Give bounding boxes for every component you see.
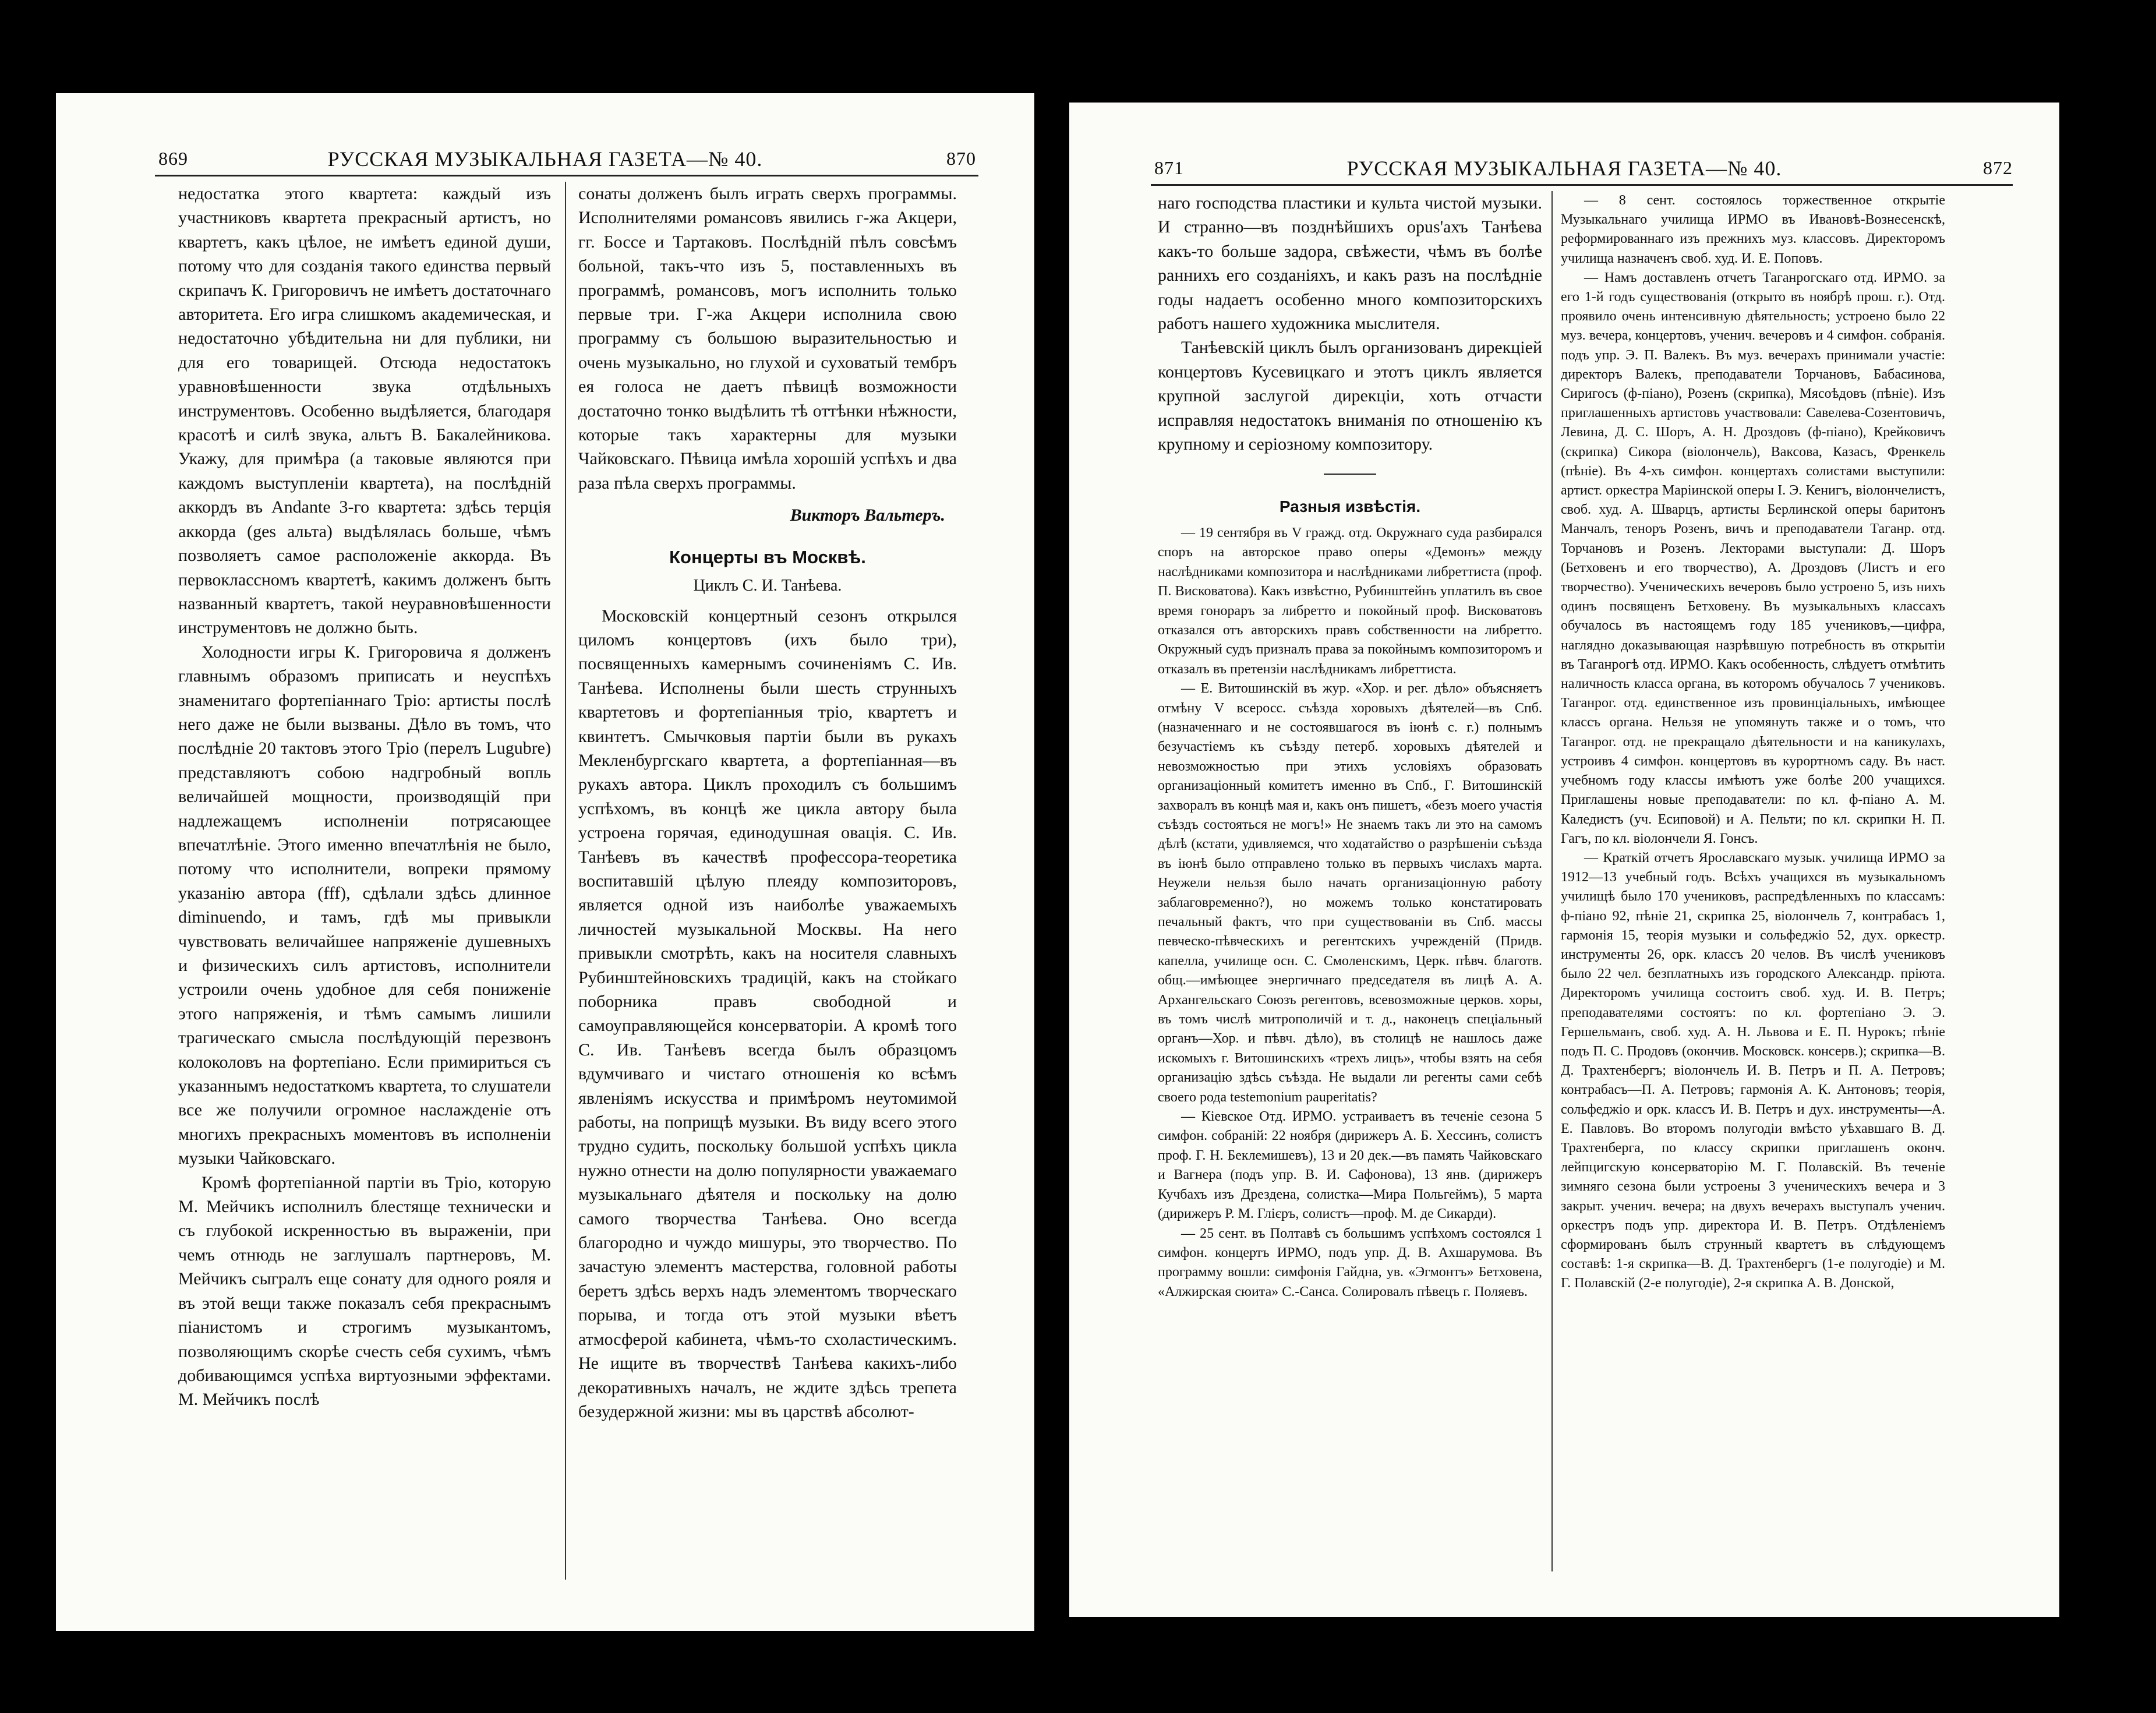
column-rule [565,182,566,1580]
page-header [56,143,1034,178]
news-items [1158,524,1542,1302]
news-item: — Краткій отчетъ Ярославскаго музык. училища ИРМО за 1912—13 учебный годъ. Всѣхъ учащихся въ музыкальномъ училищѣ было 170 учениковъ, распредѣленныхъ по классамъ: ф-піано 92, пѣніе 21, скрипка 25, віолончель 7, контрабасъ 1, гармонія 15, теорія музыки и сольфеджіо 52, дух. оркестр. инструменты 26, орк. классъ 20 челов. Въ числѣ учениковъ было 22 чел. безплатныхъ изъ городского Александр. пріюта. Директоромъ училища состоитъ своб. худ. И. В. Петръ; преподавателями состоятъ: по кл. фортепіано Э. Э. Гершельманъ, своб. худ. А. Н. Львова и Е. П. Нурокъ; пѣніе подъ П. С. Продовъ (окончив. Московск. консерв.); скрипка—В. Д. Трахтенбергъ; віолончель И. В. Петръ и П. А. Петровъ; контрабасъ—П. А. Петровъ; гармонія А. К. Антоновъ; теорія, сольфеджіо и орк. классъ И. В. Петръ и дух. инструменты—А. Е. Павловъ. Во второмъ полугодіи вмѣсто уѣхавшаго В. Д. Трахтенберга, по классу скрипки приглашенъ оконч. лейпцигскую консерваторію М. Г. Полавскій. Въ теченіе зимняго сезона были устроены 3 ученическихъ вечера и 3 закрыт. ученич. вечера; на двухъ вечерахъ выступалъ ученич. оркестръ подъ упр. директора И. В. Петръ. Отдѣленіемъ сформированъ былъ струнный квартетъ въ слѣдующемъ составѣ: 1-я скрипка—В. Д. Трахтенбергъ (1-е полугодіе) и М. Г. Полавскій (2-е полугодіе), 2-я скрипка А. В. Донской, [1561,850,1945,1291]
left-page [56,93,1034,1631]
page-number: 871 [1154,157,1184,178]
column-3 [1158,191,1542,1571]
page-number: 869 [158,148,188,169]
section-divider [1324,474,1376,475]
paragraph: наго господства пластики и культа чистой музыки. И странно—въ позднѣйшихъ opus'ахъ Танѣева какъ-то больше задора, свѣжести, чѣмъ въ болѣе раннихъ его созданіяхъ, и какъ разъ на послѣдніе годы надаетъ особенно много композиторскихъ работъ нашего художника мыслителя. [1158,193,1542,334]
paragraph: Московскій концертный сезонъ открылся циломъ концертовъ (ихъ было три), посвященныхъ камернымъ сочиненіямъ С. Ив. Танѣева. Исполнены были шесть струнныхъ квартетовъ и фортепіанныя тріо, квартетъ и квинтетъ. Смычковыя партіи были въ рукахъ Мекленбургскаго квартета, а фортепіанная—въ рукахъ автора. Циклъ проходилъ съ большимъ успѣхомъ, въ концѣ же цикла автору была устроена горячая, единодушная овація. С. Ив. Танѣевъ въ качествѣ профессора-теоретика воспитавшій цѣлую плеяду композиторовъ, является одной изъ наиболѣе уважаемыхъ личностей музыкальной Москвы. На него привыкли смотрѣть, какъ на носителя славныхъ Рубинштейновскихъ традицій, какъ на стойкаго поборника правъ свободной и самоуправляющейся консерваторіи. А кромѣ того С. Ив. Танѣевъ всегда былъ образцомъ вдумчиваго и чистаго отношенія ко всѣмъ явленіямъ искусства и примѣромъ неутомимой работы, на поприщѣ музыки. Въ виду всего этого трудно судить, поскольку большой успѣхъ цикла нужно отнести на долю популярности уважаемаго музыкальнаго дѣятеля и поскольку на долю самого творчества Танѣева. Оно всегда благородно и чуждо мишуры, это творчество. По зачастую элементъ мастерства, головной работы беретъ здѣсь верхъ надъ элементомъ творческаго порыва, и тогда отъ этой музыки вѣетъ атмосферой кабинета, чѣмъ-то схоластическимъ. Не ищите въ творчествѣ Танѣева какихъ-либо декоративныхъ началъ, не ждите здѣсь трепета безудержной жизни: мы въ царствѣ абсолют- [578,606,957,1421]
news-item: — Намъ доставленъ отчетъ Таганрогскаго отд. ИРМО. за его 1-й годъ существованія (открыто въ ноябрѣ прош. г.). Отд. проявило очень интенсивную дѣятельность; устроено было 22 муз. вечера, концертовъ, ученич. вечеровъ и 4 симфон. собранія. подъ упр. Э. П. Валекъ. Въ муз. вечерахъ принимали участіе: директоръ Валекъ, преподаватели Торчановъ, Бабасинова, Сиригосъ (ф-піано), Розенъ (скрипка), Мясоѣдовъ (пѣніе). Изъ приглашенныхъ артистовъ участвовали: Савелева-Созентовичъ, Левина, Д. С. Шоръ, А. Н. Дроздовъ (ф-піано), Крейковичъ (скрипка) Сикора (віолончель), Ваксова, Казасъ, Френкель (пѣніе). Въ 4-хъ симфон. концертахъ солистами выступили: артист. оркестра Маріинской оперы I. Э. Кенигъ, віолончелистъ, своб. худ. А. Шварцъ, артисты Берлинской оперы баритонъ Манчалъ, теноръ Розенъ, вичъ и преподаватели Таганр. отд. Торчановъ и Розенъ. Лекторами выступали: Д. Шоръ (Бетховенъ и его творчество), А. Дроздовъ (Листъ и его творчество). Ученическихъ вечеровъ было устроено 5, изъ нихъ одинъ посвященъ Бетховену. Въ музыкальныхъ классахъ обучалось въ настоящемъ году 185 учениковъ,—цифра, наглядно доказывающая назрѣвшую потребность въ открытіи въ Таганрогѣ отд. ИРМО. Какъ особенность, слѣдуетъ отмѣтить наличность класса органа, въ которомъ обучалось 7 учениковъ. Таганрог. отд. единственное изъ провинціальныхъ, имѣющее классъ органа. Нельзя не упомянуть также и о томъ, что Таганрог. отд. не прекращало дѣятельности и на каникулахъ, устроивъ 4 симфон. концертовъ въ курортномъ саду. Въ наст. учебномъ году классы имѣютъ уже болѣе 200 учащихся. Приглашены новые преподаватели: по кл. ф-піано А. М. Каледистъ (уч. Есиповой) и А. Пельти; по кл. скрипки Н. П. Гагъ, по кл. віолончели Я. Гонсъ. [1561,270,1945,846]
column-rule [1551,191,1553,1571]
right-page [1069,103,2059,1617]
section-subtitle: Циклъ С. И. Танѣева. [693,577,842,595]
section-title: Разныя извѣстія. [1279,497,1421,516]
paragraph: недостатка этого квартета: каждый изъ участниковъ квартета прекрасный артистъ, но квартетъ, какъ цѣлое, не имѣетъ единой души, потому что для созданія такого единства первый скрипачъ К. Григоровичъ не имѣетъ достаточнаго авторитета. Его игра слишкомъ академическая, и недостаточно убѣдительна ни для публики, ни для его товарищей. Отсюда недостатокъ уравновѣшенности звука отдѣльныхъ инструментовъ. Особенно выдѣляется, благодаря красотѣ и силѣ звука, альтъ В. Бакалейникова. Укажу, для примѣра (а таковые являются при каждомъ выступленіи квартета), на послѣдній аккордъ въ Andante 3-го квартета: здѣсь терція аккорда (ges альта) выдѣлялась больше, чѣмъ позволяетъ самое расположеніе аккорда. Въ первоклассномъ квартетѣ, какимъ долженъ быть названный квартетъ, такой неуравновѣшенности инструментовъ не должно быть. [178,184,551,638]
column-1 [178,182,551,1580]
page-number: 872 [1983,157,2013,178]
running-title: РУССКАЯ МУЗЫКАЛЬНАЯ ГАЗЕТА—№ 40. [1346,157,1782,180]
news-item: — 19 сентября въ V гражд. отд. Окружнаго суда разбирался споръ на авторское право оперы «Демонъ» между наслѣдниками композитора и наслѣдниками либреттиста (проф. П. Висковатова). Какъ извѣстно, Рубинштейнъ уплатилъ въ свое время гонораръ за либретто и покойный проф. Висковатовъ отказался отъ авторскихъ правъ собственности на либретто. Окружный судъ призналъ права за покойнымъ композиторомъ и отказалъ въ претензіи наслѣдникамъ либреттиста. [1158,525,1542,677]
news-item: — Е. Витошинскій въ жур. «Хор. и рег. дѣло» объясняетъ отмѣну V всеросс. съѣзда хоровыхъ дѣятелей—въ Спб. (назначеннаго и не состоявшагося въ іюнѣ с. г.) полнымъ безучастіемъ къ съѣзду петерб. хоровыхъ дѣятелей и невозможностью при этихъ условіяхъ образовать организаціонный комитетъ именно въ Спб., Г. Витошинскій захворалъ въ концѣ мая и, какъ онъ пишетъ, «безъ моего участія съѣздъ состояться не могъ!» Не знаемъ такъ ли это на самомъ дѣлѣ (кстати, удивляемся, что ходатайство о разрѣшеніи съѣзда въ іюнѣ было отправлено только въ первыхъ числахъ марта. Неужели нельзя было начать организаціонную работу заблаговременно?), но можемъ только констатировать печальный фактъ, что при существованіи въ Спб. массы певческо-пѣвческихъ и регентскихъ учрежденій (Придв. капелла, училище осн. С. Смоленскимъ, Церк. пѣвч. благотв. общ.—имѣющее энергичнаго председателя въ лицѣ А. А. Архангельскаго Союзъ регентовъ, всевозможные церков. хоры, въ томъ числѣ митрополичій и т. д., наконецъ спеціальный органъ—Хор. и пѣвч. дѣло), въ столицѣ не нашлось даже искомыхъ г. Витошинскихъ «трехъ лицъ», чтобы взять на себя организацію здѣсь съѣзда. Не выдали ли регенты сами себѣ своего рода testemonium pauperitatis? [1158,681,1542,1105]
paragraph: Холодности игры К. Григоровича я долженъ главнымъ образомъ приписать и неуспѣхъ знаменитаго фортепіаннаго Тріо: артисты послѣ него даже не были вызваны. Дѣло въ томъ, что послѣдніе 20 тактовъ этого Тріо (перелъ Lugubre) представляютъ собою надгробный вопль величайшей мощности, производящій при надлежащемъ исполненіи потрясающее впечатлѣніе. Этого именно впечатлѣнія не было, потому что исполнители, вопреки прямому указанію автора (fff), сдѣлали здѣсь длинное diminuendo, и тамъ, гдѣ мы привыкли чувствовать величайшее напряженіе душевныхъ и физическихъ силъ артистовъ, исполнители устроили очень удобное для себя пониженіе этого напряженія, и тѣмъ самымъ лишили трагическаго смысла послѣдующій перезвонъ колоколовъ на фортепіано. Если примириться съ указаннымъ недостаткомъ квартета, то слушатели все же получили огромное наслажденіе отъ многихъ прекрасныхъ моментовъ въ исполненіи музыки Чайковскаго. [178,642,551,1168]
paragraph: Танѣевскій циклъ былъ организованъ дирекціей концертовъ Кусевицкаго и этотъ циклъ является крупной заслугой дирекціи, хоть отчасти исправляя недостатокъ вниманія по отношенію къ крупному и серіозному композитору. [1158,338,1542,454]
column-4 [1561,191,1945,1571]
paragraph: сонаты долженъ былъ играть сверхъ программы. Исполнителями романсовъ явились г-жа Акцери, гг. Боссе и Тартаковъ. Послѣдній пѣлъ совсѣмъ больной, такъ-что изъ 5, поставленныхъ въ программѣ, романсовъ, могъ исполнить только первые три. Г-жа Акцери исполнила свою программу съ большою выразительностью и очень музыкально, но глухой и суховатый тембръ ея голоса не даетъ пѣвицѣ возможности достаточно тонко выдѣлить тѣ оттѣнки нѣжности, которые такъ характерны для музыки Чайковскаго. Пѣвица имѣла хорошій успѣхъ и два раза пѣла сверхъ программы. [578,184,957,493]
author-signature: Викторъ Вальтеръ. [790,506,945,525]
news-item: — Кіевское Отд. ИРМО. устраиваетъ въ теченіе сезона 5 симфон. собраній: 22 ноября (дирижеръ А. Б. Хессинъ, солистъ проф. Г. Н. Беклемишевъ), 13 и 20 дек.—въ память Чайковскаго и Вагнера (подъ упр. В. И. Сафонова), 13 янв. (дирижеръ Кучбахъ изъ Дрездена, солистка—Мира Польгеймъ), 5 марта (дирижеръ Р. М. Глієръ, солистъ—проф. М. де Сикарди). [1158,1109,1542,1222]
news-item: — 8 сент. состоялось торжественное открытіе Музыкальнаго училища ИРМО въ Ивановѣ-Вознесенскѣ, реформированнаго изъ прежнихъ муз. классовъ. Директоромъ училища назначенъ своб. худ. И. Е. Поповъ. [1561,193,1945,266]
header-rule [1151,184,2013,186]
column-2 [578,182,957,1580]
paragraph: Кромѣ фортепіанной партіи въ Тріо, которую М. Мейчикъ исполнилъ блестяще технически и съ глубокой искренностью въ выраженіи, при чемъ отнюдь не заглушалъ партнеровъ, М. Мейчикъ сыгралъ еще сонату для одного рояля и въ этой вещи также показалъ себя прекраснымъ піанистомъ и строгимъ музыкантомъ, позволяющимъ скорѣе счесть себя сухимъ, чѣмъ добивающимся успѣха виртуозными эффектами. М. Мейчикъ послѣ [178,1172,551,1410]
page-header [1069,153,2059,188]
header-rule [155,175,978,176]
page-number: 870 [946,148,976,169]
running-title: РУССКАЯ МУЗЫКАЛЬНАЯ ГАЗЕТА—№ 40. [327,147,763,171]
section-title: Концерты въ Москвѣ. [669,546,866,567]
news-item: — 25 сент. въ Полтавѣ съ большимъ успѣхомъ состоялся 1 симфон. концертъ ИРМО, подъ упр. Д. В. Ахшарумова. Въ программу вошли: симфонія Гайдна, ув. «Эгмонтъ» Бетховена, «Алжирская сюита» С.-Санса. Солировалъ пѣвецъ г. Поляевъ. [1158,1225,1542,1299]
